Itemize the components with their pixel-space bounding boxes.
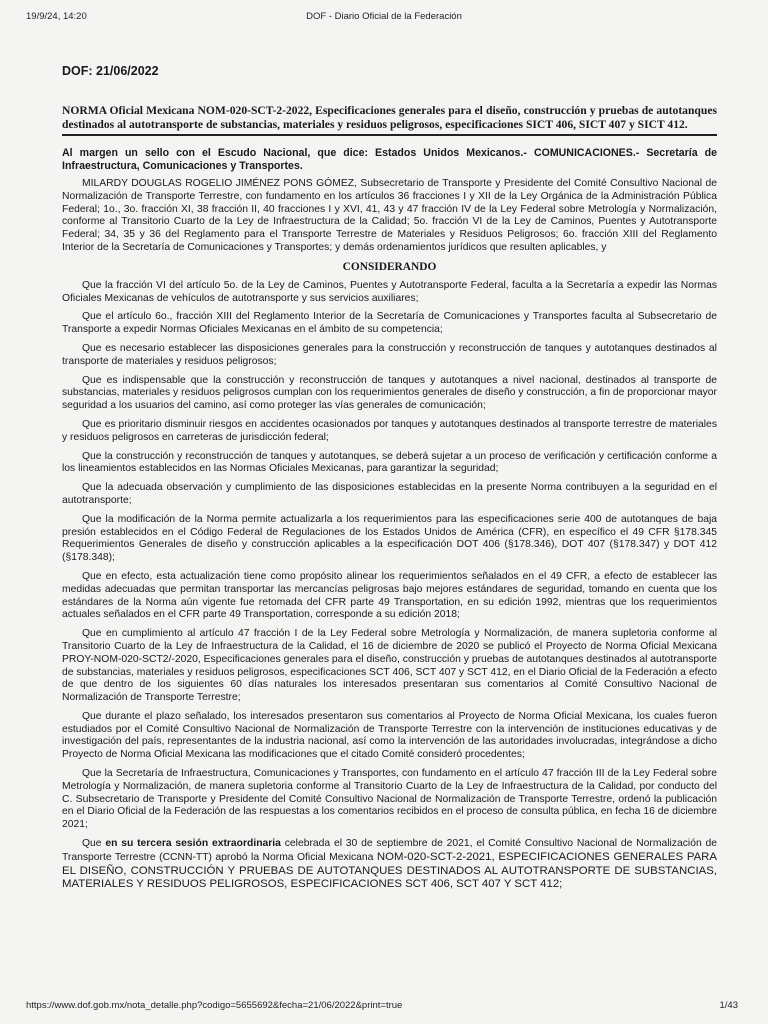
print-footer bbox=[0, 994, 768, 1024]
considerando-paragraph: Que la construcción y reconstrucción de tanques y autotanques, se deberá sujetar a un proceso de verificación y certificación conforme a los lineamientos establecidos en las Normas Oficiales Mexicanas, para garantizar la seguridad; bbox=[62, 450, 717, 475]
print-page-title: DOF - Diario Oficial de la Federación bbox=[306, 11, 462, 22]
last-paragraph-part1: Que bbox=[82, 838, 106, 850]
last-paragraph-bold: en su tercera sesión extraordinaria bbox=[105, 838, 281, 850]
considerando-paragraph: Que el artículo 6o., fracción XIII del Reglamento Interior de la Secretaría de Comunicaciones y Transportes faculta al Subsecretario de Transporte a expedir Normas Oficiales Mexicanas en el ámbito de su competencia; bbox=[62, 311, 717, 336]
document-body bbox=[62, 64, 717, 892]
considerando-paragraph: Que durante el plazo señalado, los interesados presentaron sus comentarios al Proyecto de Norma Oficial Mexicana, los cuales fueron estudiados por el Comité Consultivo Nacional de Normalización de Transporte Terrestre con la intervención de instituciones educativas y de investigación del país, representantes de la industria nacional, así como la intervención de las autoridades involucradas, integrándose a dicho Proyecto de Norma Oficial Mexicana las modificaciones que el citado Comité consideró procedentes; bbox=[62, 710, 717, 761]
intro-paragraph: MILARDY DOUGLAS ROGELIO JIMÉNEZ PONS GÓMEZ, Subsecretario de Transporte y Presidente del Comité Consultivo Nacional de Normalización de Transporte Terrestre, con fundamento en los artículos 36 fracciones I y XII de la Ley Orgánica de la Administración Pública Federal; 1o., 3o. fracción XI, 38 fracción II, 40 fracciones I y XVI, 41, 43 y 47 fracción IV de la Ley Federal sobre Metrología y Normalización, conforme al Transitorio Cuarto de la Ley de Infraestructura de la Calidad; 5o. fracción VI de la Ley de Caminos, Puentes y Autotransporte Federal; 34, 35 y 36 del Reglamento para el Transporte Terrestre de Materiales y Residuos Peligrosos; 6o. fracción XIII del Reglamento Interior de la Secretaría de Comunicaciones y Transportes; y demás ordenamientos jurídicos que resulten aplicables, y bbox=[62, 178, 717, 253]
print-page-number: 1/43 bbox=[719, 1000, 738, 1011]
considerando-paragraph: Que la adecuada observación y cumplimiento de las disposiciones establecidas en la presente Norma contribuyen a la seguridad en el autotransporte; bbox=[62, 482, 717, 506]
considerando-paragraph: Que la Secretaría de Infraestructura, Comunicaciones y Transportes, con fundamento en el artículo 47 fracción III de la Ley Federal sobre Metrología y Normalización, de manera supletoria conforme al Transitorio Cuarto de la Ley de Infraestructura de la Calidad, por conducto del C. Subsecretario de Transporte y Presidente del Comité Consultivo Nacional de Normalización de Transporte Terrestre, ordenó la publicación en el Diario Oficial de la Federación de las respuestas a los comentarios recibidos en el proceso de consulta pública, en fecha 16 de diciembre 2021; bbox=[62, 768, 717, 831]
print-url: https://www.dof.gob.mx/nota_detalle.php?codigo=5655692&fecha=21/06/2022&print=true bbox=[26, 1000, 403, 1011]
print-header bbox=[0, 0, 768, 30]
norma-title: NORMA Oficial Mexicana NOM-020-SCT-2-2022, Especificaciones generales para el diseño, construcción y pruebas de autotanques destinados al autotransporte de substancias, materiales y residuos peligrosos, especificaciones SICT 406, SICT 407 y SICT 412. bbox=[62, 104, 717, 136]
sello-notice: Al margen un sello con el Escudo Nacional, que dice: Estados Unidos Mexicanos.- COMUNICACIONES.- Secretaría de Infraestructura, Comunicaciones y Transportes. bbox=[62, 147, 717, 172]
considerando-paragraph: Que la modificación de la Norma permite actualizarla a los requerimientos para las especificaciones serie 400 de autotanques de baja presión establecidos en el Código Federal de Regulaciones de los Estados Unidos de América (CFR), en específico el 49 CFR §178.345 Requerimientos Generales de diseño y construcción aplicables a la especificación DOT 406 (§178.346), DOT 407 (§178.347) y DOT 412 (§178.348); bbox=[62, 513, 717, 564]
considerando-paragraph: Que en efecto, esta actualización tiene como propósito alinear los requerimientos señalados en el 49 CFR, a efecto de establecer las medidas adecuadas que permitan transportar las mercancías peligrosas bajo mejores estándares de seguridad, tomando en cuenta que los estándares de la Norma aún vigente fue retomada del CFR parte 49 Transportation, en su edición 1992, mientras que los requerimientos actuales señalados en el CFR parte 49 Transportation, corresponde a su edición 2018; bbox=[62, 570, 717, 621]
considerando-paragraph: Que es indispensable que la construcción y reconstrucción de tanques y autotanques a nivel nacional, destinados al transporte de substancias, materiales y residuos peligrosos cumplan con los requerimientos generales de diseño y construcción, a fin de proporcionar mayor seguridad a los usuarios del camino, así como proteger las vías generales de comunicación; bbox=[62, 374, 717, 412]
considerando-paragraph-last bbox=[62, 838, 717, 892]
considerandos-list bbox=[62, 280, 717, 892]
considerando-paragraph: Que la fracción VI del artículo 5o. de la Ley de Caminos, Puentes y Autotransporte Federal, faculta a la Secretaría a expedir las Normas Oficiales Mexicanas de vehículos de autotransporte y sus servicios auxiliares; bbox=[62, 279, 717, 304]
considerando-heading: CONSIDERANDO bbox=[342, 260, 437, 273]
considerando-paragraph: Que en cumplimiento al artículo 47 fracción I de la Ley Federal sobre Metrología y Normalización, de manera supletoria conforme al Transitorio Cuarto de la Ley de Infraestructura de la Calidad, el 16 de diciembre de 2020 se publicó el Proyecto de Norma Oficial Mexicana PROY-NOM-020-SCT2/-2020, Especificaciones generales para el diseño, construcción y pruebas de autotanques destinados al autotransporte de substancias, materiales y residuos peligrosos, especificaciones SCT 406, SCT 407 y SCT 412, en el Diario Oficial de la Federación a efecto de que dentro de los siguientes 60 días naturales los interesados presentaran sus comentarios al Comité Consultivo Nacional de Normalización de Transporte Terrestre; bbox=[62, 628, 717, 704]
considerando-paragraph: Que es prioritario disminuir riesgos en accidentes ocasionados por tanques y autotanques destinados al transporte terrestre de materiales y residuos peligrosos en carreteras de jurisdicción federal; bbox=[62, 418, 717, 443]
considerando-paragraph: Que es necesario establecer las disposiciones generales para la construcción y reconstrucción de tanques y autotanques destinados al transporte de materiales y residuos peligrosos; bbox=[62, 342, 717, 367]
last-paragraph-norma-name: NOM-020-SCT-2-2021, ESPECIFICACIONES GENERALES PARA EL DISEÑO, CONSTRUCCIÓN Y PRUEBAS DE AUTOTANQUES DESTINADOS AL AUTOTRANSPORTE DE SUBSTANCIAS, MATERIALES Y RESIDUOS PELIGROSOS, ESPECIFICACIONES SCT 406, SCT 407 Y SCT 412; bbox=[62, 850, 717, 891]
print-datetime: 19/9/24, 14:20 bbox=[26, 11, 87, 22]
last-paragraph-part2: celebrada el 30 de septiembre de 2021, el Comité Consultivo Nacional de Normalización de Transporte Terrestre (CCNN-TT) aprobó la Norma Oficial Mexicana bbox=[62, 838, 717, 863]
dof-date: DOF: 21/06/2022 bbox=[62, 64, 159, 78]
